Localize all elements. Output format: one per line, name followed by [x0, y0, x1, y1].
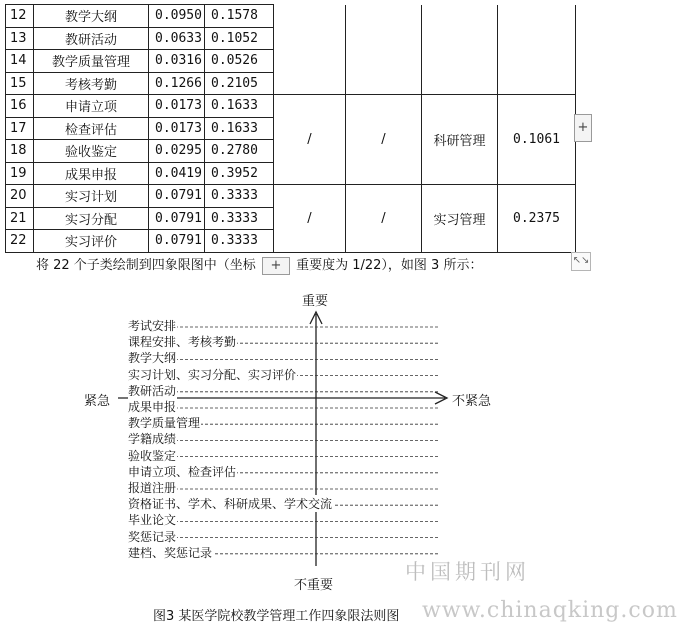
- row-number: 12: [6, 5, 34, 28]
- subcategory-name: 实习计划: [34, 185, 149, 208]
- subcategory-name: 考核考勤: [34, 72, 149, 95]
- subcategory-name: 成果申报: [34, 162, 149, 185]
- quadrant-item-label: 实习计划、实习分配、实习评价: [128, 367, 297, 382]
- quadrant-item-label: 验收鉴定: [128, 448, 177, 463]
- row-number: 16: [6, 95, 34, 118]
- global-weight: 0.0526: [205, 50, 274, 73]
- sentence-part-1: 将 22 个子类绘制到四象限图中（坐标: [36, 258, 256, 273]
- group-name: 实习管理: [422, 185, 498, 253]
- row-number: 18: [6, 140, 34, 163]
- global-weight: 0.2780: [205, 140, 274, 163]
- quadrant-item-label: 成果申报: [128, 400, 177, 414]
- axis-label-urgent: 紧急: [84, 394, 111, 409]
- global-weight: 0.3333: [205, 207, 274, 230]
- global-weight: 0.3333: [205, 230, 274, 253]
- local-weight: 0.1266: [149, 72, 205, 95]
- axis-label-unimportant: 不重要: [294, 578, 334, 593]
- row-number: 22: [6, 230, 34, 253]
- group-slash: /: [274, 185, 346, 253]
- subcategory-name: 教研活动: [34, 27, 149, 50]
- figure-caption: 图3 某医学院校教学管理工作四象限法则图: [153, 609, 400, 624]
- subcategory-name: 教学质量管理: [34, 50, 149, 73]
- quadrant-item-label: 报道注册: [128, 481, 177, 495]
- row-number: 21: [6, 207, 34, 230]
- subcategory-name: 教学大纲: [34, 5, 149, 28]
- global-weight: 0.1633: [205, 95, 274, 118]
- row-number: 15: [6, 72, 34, 95]
- quadrant-item-label: 教学大纲: [128, 351, 177, 366]
- axis-label-not-urgent: 不紧急: [452, 394, 492, 409]
- local-weight: 0.0419: [149, 162, 205, 185]
- row-number: 20: [6, 185, 34, 208]
- plus-icon: +: [270, 257, 282, 273]
- quadrant-item-label: 奖惩记录: [128, 529, 177, 544]
- group-weight: 0.2375: [498, 185, 576, 253]
- local-weight: 0.0791: [149, 185, 205, 208]
- local-weight: 0.0173: [149, 95, 205, 118]
- quadrant-item-label: 教学质量管理: [128, 416, 201, 431]
- quadrant-item-label: 申请立项、检查评估: [128, 464, 237, 479]
- group-name: 科研管理: [422, 95, 498, 185]
- row-number: 13: [6, 27, 34, 50]
- subcategory-name: 检查评估: [34, 117, 149, 140]
- group-slash: /: [346, 95, 422, 185]
- row-number: 17: [6, 117, 34, 140]
- group-slash: /: [274, 95, 346, 185]
- axis-label-important: 重要: [302, 294, 329, 309]
- local-weight: 0.0173: [149, 117, 205, 140]
- local-weight: 0.0950: [149, 5, 205, 28]
- global-weight: 0.1052: [205, 27, 274, 50]
- row-number: 14: [6, 50, 34, 73]
- row-number: 19: [6, 162, 34, 185]
- global-weight: 0.3333: [205, 185, 274, 208]
- group-weight: 0.1061: [498, 95, 576, 185]
- quadrant-item-label: 学籍成绩: [128, 432, 177, 447]
- quadrant-item-label: 考试安排: [128, 319, 177, 333]
- global-weight: 0.1578: [205, 5, 274, 28]
- resize-icon: ↖↘: [572, 255, 590, 266]
- local-weight: 0.0633: [149, 27, 205, 50]
- watermark-cn: 中国期刊网: [405, 560, 530, 584]
- subcategory-name: 申请立项: [34, 95, 149, 118]
- global-weight: 0.3952: [205, 162, 274, 185]
- local-weight: 0.0791: [149, 230, 205, 253]
- quadrant-item-label: 课程安排、考核考勤: [128, 335, 237, 350]
- local-weight: 0.0791: [149, 207, 205, 230]
- plus-icon: +: [577, 120, 589, 135]
- quadrant-item-label: 毕业论文: [128, 513, 177, 528]
- subcategory-name: 实习分配: [34, 207, 149, 230]
- global-weight: 0.2105: [205, 72, 274, 95]
- watermark-url: www.chinaqking.com: [422, 598, 678, 623]
- subcategory-name: 实习评价: [34, 230, 149, 253]
- quadrant-item-label: 资格证书、学术、科研成果、学术交流: [128, 497, 333, 512]
- global-weight: 0.1633: [205, 117, 274, 140]
- local-weight: 0.0295: [149, 140, 205, 163]
- subcategory-name: 验收鉴定: [34, 140, 149, 163]
- local-weight: 0.0316: [149, 50, 205, 73]
- quadrant-item-label: 建档、奖惩记录: [128, 545, 213, 560]
- sentence-part-2: 重要度为 1/22），如图 3 所示：: [296, 258, 483, 273]
- quadrant-item-label: 教研活动: [128, 383, 177, 398]
- group-slash: /: [346, 185, 422, 253]
